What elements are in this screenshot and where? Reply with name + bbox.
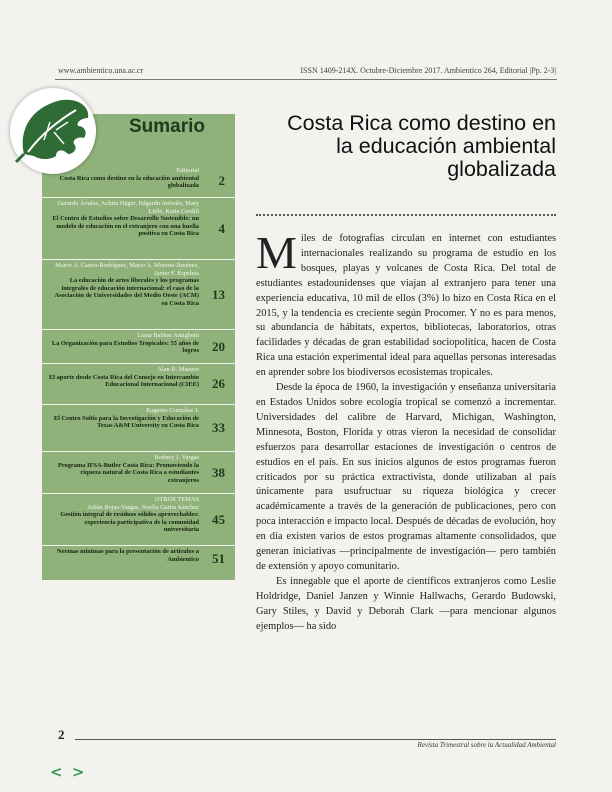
toc-title: El Centro Soltis para la Investigación y Educación de Texas A&M University en Costa Rica [53,414,199,430]
toc-page: 26 [212,376,225,392]
page-header [58,66,556,75]
prev-page-button[interactable]: < [50,763,65,781]
toc-entry-acm[interactable] [42,260,235,330]
paragraph-1 [256,227,556,381]
toc-author: Eugenio González J. [146,407,199,414]
header-divider [55,79,557,80]
leaf-logo [10,88,96,174]
leaf-icon [10,88,96,174]
toc-entry-ciee[interactable] [42,364,235,405]
sumario-title: Sumario [129,116,206,137]
toc-page: 38 [212,464,225,480]
toc-title: Gestión integral de residuos sólidos aprovechables: experiencia participativa de la comunidad universitaria [60,511,199,534]
toc-title: Costa Rica como destino en la educación ambiental globalizada [59,174,199,190]
toc-page: 4 [218,220,225,236]
toc-author: Liana Babbar Amighetti [137,332,199,339]
page-number: 2 [58,727,65,742]
paragraph-2: Desde la época de 1960, la investigación y enseñanza universitaria en Estados Unidos sobre ecología tropical se comenzó a incrementar. Universidades del calibre de Harvard, Michigan, Washington, Minnesota, Boston, Florida y otras vieron la necesidad de consolidar esfuerzos para desarrollar estaciones de investigación o centros de estudios en el país. En sus inicios algunos de estos programas fueron criticados por su práctica extractivista, donde utilizaban al país únicamente para usufructuar su riqueza biológica y crecer académicamente a través de la generación de publicaciones, pero con poca interacción e impacto local. Después de décadas de evolución, hoy en día existen varios de estos programas altamente consolidados, que generan iniciativas —principalmente de investigación— pero también de extensión y apoyo comunitario. [256,382,556,572]
toc-page: 33 [212,420,225,436]
toc-author: Marco A. Castro-Rodríguez, Mario A. Moreno-Jiménez, Javier F. Espeleta [55,262,199,277]
toc-author: Editorial [176,167,199,174]
toc-title: Programa IFSA-Butler Costa Rica: Promoviendo la riqueza natural de Costa Rica a estudiantes extranjeros [57,461,199,484]
issn-citation: ISSN 1409-214X. Octubre-Diciembre 2017. Ambientico 264, Editorial |Pp. 2-3| [300,66,556,75]
footer-divider [75,739,556,740]
toc-entry-editorial[interactable] [42,165,235,198]
toc-entry-soltis[interactable] [42,405,235,452]
toc-page: 2 [218,173,225,189]
toc-entry-cedes[interactable] [42,198,235,260]
drop-cap: M [256,227,297,278]
paragraph-1-text: iles de fotografías circulan en internet con estudiantes internacionales realizando su programa de estudio en los bosques, playas y volcanes de Costa Rica. Del total de estudiantes estadounidenses que viajan al extranjero para tener una experiencia educativa, 10 mil de ellos (3%) lo hizo en Costa Rica en el 2015, y la tendencia es creciente según Procomer. Y no es para menos, su abundancia de hábitats, expertos, bibliotecas, laboratorios, otras facilidades y décadas de gran estabilidad sociopolítica, hacen de Costa Rica una estación experimental ideal para aquellas personas interesadas en aprender sobre los biodiversos ecosistemas tropicales. [256,233,556,379]
journal-subtitle: Revista Trimestral sobre la Actualidad Ambiental [417,741,556,749]
table-of-contents [42,165,235,572]
next-page-button[interactable]: > [71,763,87,781]
website-url[interactable]: www.ambientico.una.ac.cr [58,66,144,75]
toc-title: La Organización para Estudios Tropicales: 55 años de logros [51,339,199,355]
toc-title: La educación de artes liberales y los programas integrales de educación internacional: el caso de la Asociación de Universidades del Medio Oeste (ACM) en Costa Rica [54,277,199,307]
article-title: Costa Rica como destino en la educación ambiental globalizada [287,111,556,181]
toc-entry-ifsa[interactable] [42,452,235,494]
toc-title: Normas mínimas para la presentación de artículos a Ambientico [56,548,199,563]
toc-author: Rodney J. Vargas [154,454,199,461]
toc-author: Julián Rojas-Vargas, Noelia Garita Sánchez [87,503,199,511]
toc-author: Alan R. Masters [157,366,199,373]
page-navigation [50,763,86,781]
toc-author: Gerardo Ávalos, Achim Häger, Edgardo Arévalo, Mary Little, Katie Cordill [57,200,199,215]
article-body [256,227,556,634]
title-divider [256,214,556,216]
toc-page: 13 [212,286,225,302]
toc-title: El aporte desde Costa Rica del Consejo en Intercambio Educacional Internacional (CIEE) [48,373,199,389]
toc-entry-ots[interactable] [42,330,235,364]
toc-section-label: OTROS TEMAS [154,496,199,503]
toc-page: 20 [212,338,225,354]
toc-page: 51 [212,551,225,567]
toc-entry-residuos[interactable] [42,494,235,546]
toc-title: El Centro de Estudios sobre Desarrollo Sostenible: un modelo de educación en el extranjero con una huella positiva en Costa Rica [52,215,199,238]
toc-page: 45 [212,511,225,527]
paragraph-3: Es innegable que el aporte de científicos extranjeros como Leslie Holdridge, Daniel Janzen y Winnie Hallwachs, Gerardo Budowski, Gary Stiles, y David y Deborah Clark —para mencionar algunos ejemplos— ha sido [256,575,556,632]
toc-entry-normas[interactable] [42,546,235,572]
